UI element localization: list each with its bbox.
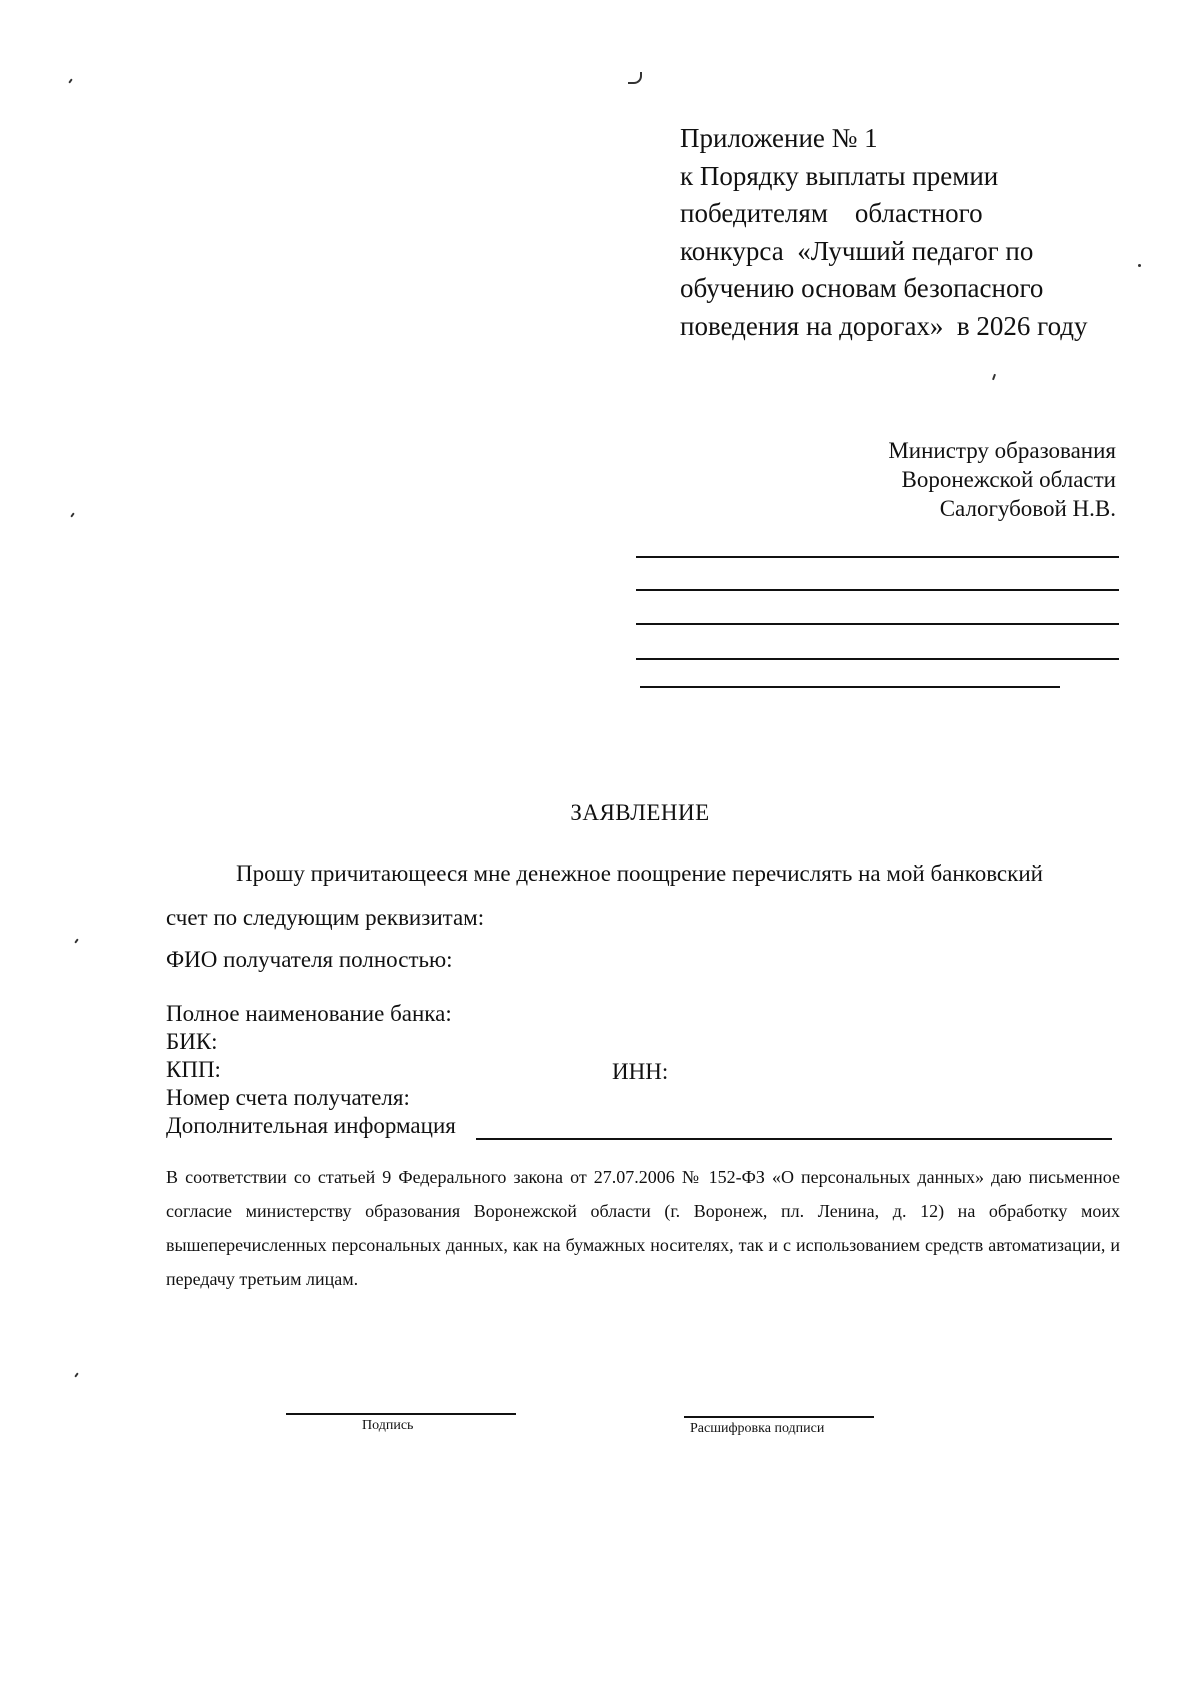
addressee-block: [760, 436, 1116, 523]
appendix-line: Приложение № 1: [680, 123, 878, 153]
addressee-position: Министру образования: [888, 438, 1116, 463]
appendix-line: победителям областного: [680, 198, 983, 228]
appendix-line: конкурса «Лучший педагог по: [680, 235, 1034, 266]
field-bank-name: Полное наименование банка:: [166, 1001, 452, 1026]
field-account: Номер счета получателя:: [166, 1085, 410, 1110]
addressee-name: Салогубовой Н.В.: [939, 496, 1116, 521]
signature-decode-line[interactable]: [684, 1416, 874, 1418]
field-kpp: КПП:: [166, 1057, 221, 1082]
applicant-blank-line[interactable]: [636, 556, 1119, 558]
signature-line[interactable]: [286, 1413, 516, 1415]
appendix-line: к Порядку выплаты премии: [680, 160, 999, 191]
request-text-line2: счет по следующим реквизитам:: [166, 905, 485, 930]
scan-speck: [68, 78, 73, 83]
signature-decode-caption: Расшифровка подписи: [690, 1421, 825, 1436]
appendix-line: поведения на дорогах» в 2026 году: [680, 310, 1088, 341]
scan-mark: [628, 72, 642, 84]
field-inn: ИНН:: [612, 1059, 669, 1084]
scan-speck: [70, 512, 75, 517]
request-text-line1: Прошу причитающееся мне денежное поощрение перечислять на мой банковский: [236, 861, 1043, 886]
applicant-blank-line[interactable]: [640, 686, 1060, 688]
document-title: ЗАЯВЛЕНИЕ: [570, 800, 710, 825]
appendix-header: [680, 120, 1150, 345]
consent-paragraph: В соответствии со статьей 9 Федерального закона от 27.07.2006 № 152-ФЗ «О персональных данных» даю письменное согласие министерству образования Воронежской области (г. Воронеж, пл. Ленина, д. 12) на обработку моих вышеперечисленных персональных данных, как на бумажных носителях, так и с использованием средств автоматизации, и передачу третьим лицам.: [166, 1167, 1120, 1289]
applicant-blank-line[interactable]: [636, 589, 1119, 591]
scan-speck: [74, 938, 79, 943]
field-additional-info: Дополнительная информация: [166, 1113, 456, 1138]
signature-caption: Подпись: [362, 1418, 414, 1433]
applicant-blank-line[interactable]: [636, 658, 1119, 660]
appendix-line: обучению основам безопасного: [680, 273, 1044, 303]
applicant-blank-line[interactable]: [636, 623, 1119, 625]
addressee-region: Воронежской области: [901, 467, 1116, 492]
additional-info-line[interactable]: [476, 1138, 1112, 1140]
field-bik: БИК:: [166, 1029, 218, 1054]
field-full-name: ФИО получателя полностью:: [166, 947, 453, 972]
scan-mark: [992, 374, 996, 380]
scan-speck: [74, 1372, 79, 1377]
